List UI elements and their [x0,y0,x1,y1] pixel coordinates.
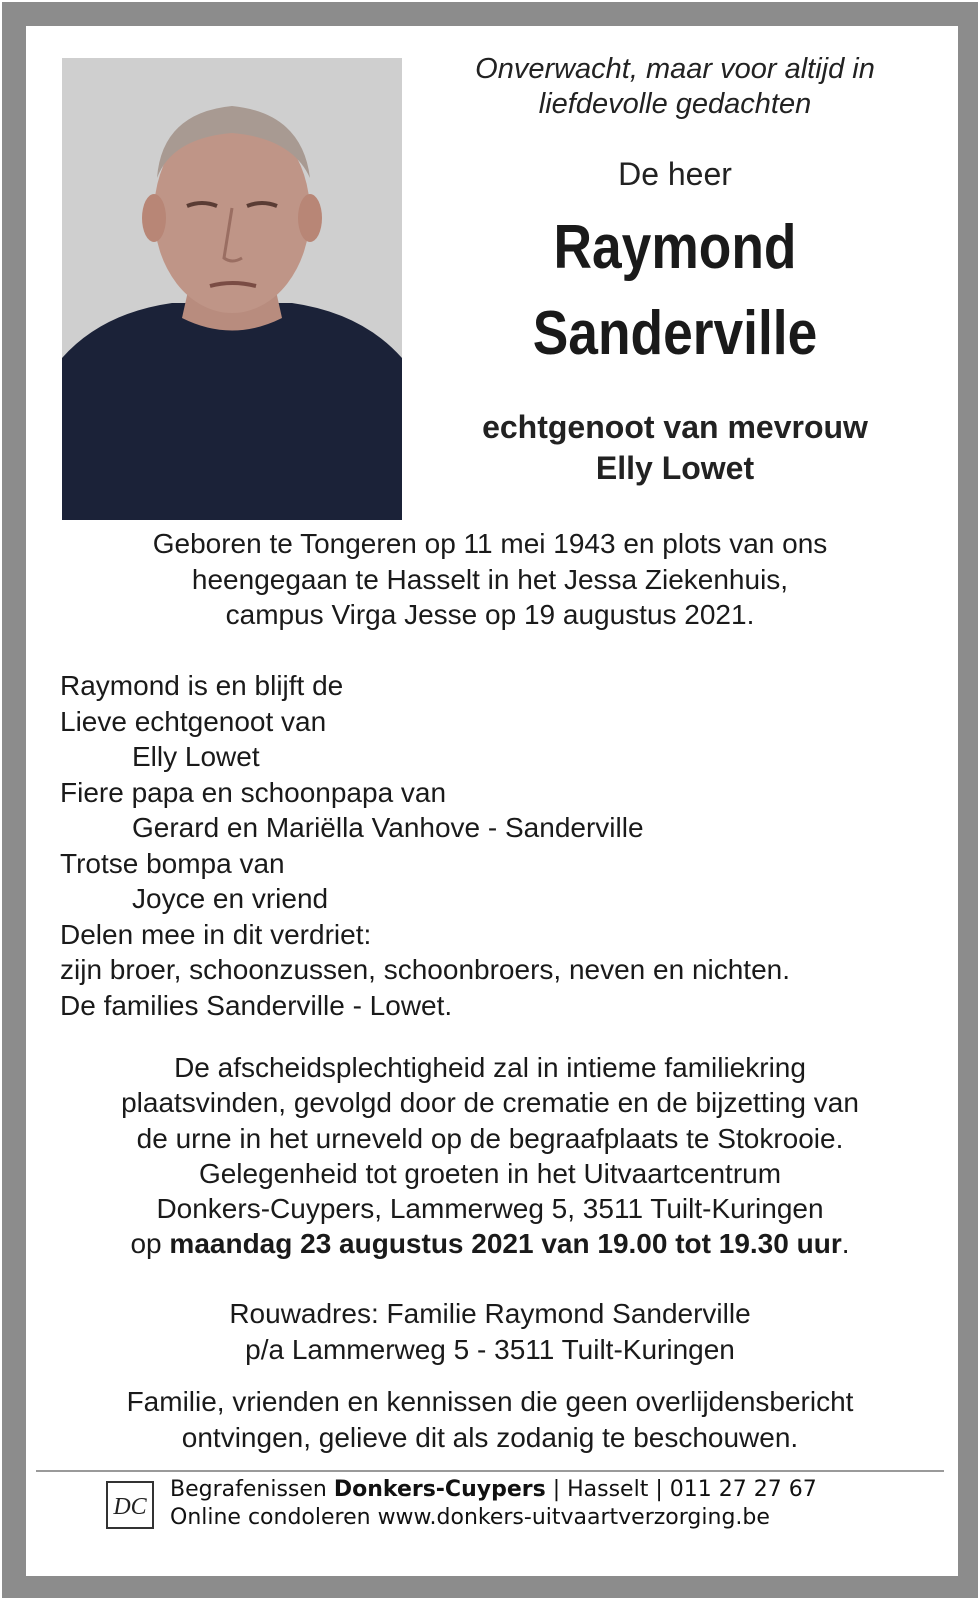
ceremony-text [40,1050,940,1262]
ceremony-line: Gelegenheid tot groeten in het Uitvaartcentrum [198,1157,782,1189]
footer-line-web [170,1504,930,1532]
address-line: Rouwadres: Familie Raymond Sanderville [229,1298,751,1329]
family-list [60,668,960,1023]
birth-death-text [40,526,940,633]
header-block [420,52,930,489]
portrait-photo [62,58,402,520]
family-line: Lieve echtgenoot van [60,705,327,737]
spouse-line: echtgenoot van mevrouw [482,409,868,445]
logo-letters: DC [113,1494,147,1520]
address-line: p/a Lammerweg 5 - 3511 Tuilt-Kuringen [245,1333,735,1365]
family-line: Gerard en Mariëlla Vanhove - Sanderville [132,812,644,843]
company-prefix: Begrafenissen [170,1477,334,1502]
last-name: Sanderville [532,299,818,368]
family-line: Fiere papa en schoonpapa van [60,776,447,808]
family-line: Joyce en vriend [132,883,329,914]
condolence-label: Online condoleren [170,1505,378,1530]
notice-line: ontvingen, gelieve dit als zodanig te beschouwen. [181,1421,799,1453]
intro-text [420,52,930,122]
ceremony-line: plaatsvinden, gevolgd door de crematie en de bijzetting van [121,1087,859,1119]
company-phone[interactable]: 011 27 27 67 [669,1477,817,1502]
family-line: Raymond is en blijft de [60,670,344,701]
ceremony-date: maandag 23 augustus 2021 van 19.00 tot 19.30 uur [169,1228,842,1260]
ceremony-date-line [40,1226,940,1261]
family-line: De families Sanderville - Lowet. [60,989,453,1021]
birth-line: campus Virga Jesse op 19 augustus 2021. [225,599,755,630]
company-name: Donkers-Cuypers [333,1477,546,1502]
spouse-name: Elly Lowet [595,450,755,486]
ceremony-line: Donkers-Cuypers, Lammerweg 5, 3511 Tuilt-Kuringen [156,1193,824,1225]
birth-line: Geboren te Tongeren op 11 mei 1943 en plots van ons [152,528,828,559]
intro-line: Onverwacht, maar voor altijd in [475,53,875,85]
funeral-home-logo [106,1481,154,1529]
intro-line: liefdevolle gedachten [538,88,812,120]
ceremony-date-suffix: . [841,1228,850,1260]
footer-line-company [170,1476,930,1504]
family-line: Delen mee in dit verdriet: [60,918,372,950]
company-city: | Hasselt | [545,1477,670,1502]
first-name: Raymond [553,213,797,282]
ceremony-date-prefix: op [130,1228,170,1260]
family-line: zijn broer, schoonzussen, schoonbroers, neven en nichten. [60,954,791,985]
footer-divider [36,1470,944,1472]
mourning-address [40,1296,940,1367]
salutation: De heer [618,156,732,192]
birth-line: heengegaan te Hasselt in het Jessa Ziekenhuis, [191,563,789,595]
spouse-block [420,407,930,489]
ceremony-line: de urne in het urneveld op de begraafplaats te Stokrooie. [136,1122,844,1154]
family-line: Trotse bompa van [60,847,285,879]
family-line: Elly Lowet [132,741,260,772]
notice-text [40,1384,940,1455]
notice-line: Familie, vrienden en kennissen die geen overlijdensbericht [126,1386,854,1417]
footer [170,1476,930,1532]
deceased-name [456,205,895,377]
website-link[interactable]: www.donkers-uitvaartverzorging.be [377,1505,770,1530]
ceremony-line: De afscheidsplechtigheid zal in intieme familiekring [174,1052,806,1083]
